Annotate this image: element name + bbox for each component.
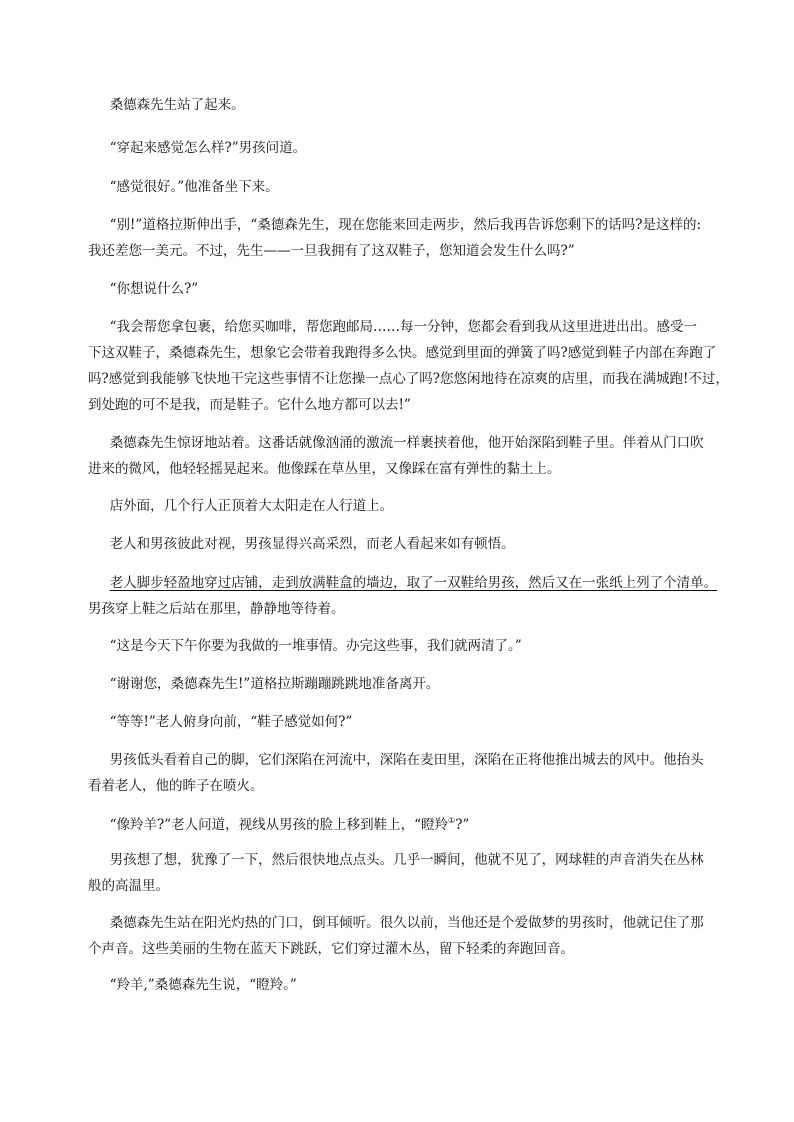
text-line: “谢谢您，桑德森先生!”道格拉斯蹦蹦跳跳地准备离开。 xyxy=(109,676,440,692)
text-line: 般的高温里。 xyxy=(88,878,169,894)
underlined-line xyxy=(88,570,718,596)
paragraph xyxy=(88,314,729,418)
text-line: 男孩穿上鞋之后站在那里，静静地等待着。 xyxy=(88,601,345,617)
text-line: 桑德森先生站在阳光灼热的门口，倒耳倾听。很久以前，当他还是个爱做梦的男孩时，他就记住了那 xyxy=(109,915,704,931)
paragraph xyxy=(88,135,718,161)
paragraph xyxy=(88,910,718,962)
text-line: “这是今天下午你要为我做的一堆事情。办完这些事，我们就两清了。” xyxy=(109,638,522,654)
paragraph xyxy=(88,430,718,482)
text-line: 吗?感觉到我能够飞快地干完这些事情不让您操一点心了吗?您悠闲地待在凉爽的店里，而我在满城跑!不过， xyxy=(88,371,729,387)
text-line: 到处跑的可不是我，而是鞋子。它什么地方都可以去!” xyxy=(88,397,411,413)
text-line xyxy=(88,808,718,838)
text-line: 老人和男孩彼此对视，男孩显得兴高采烈，而老人看起来如有顿悟。 xyxy=(109,536,515,552)
text-line: “别!”道格拉斯伸出手，“桑德森先生，现在您能来回走两步，然后我再告诉您剩下的话吗?是这样的: xyxy=(109,217,702,233)
paragraph xyxy=(88,174,718,200)
text-line: 看着老人，他的眸子在喷火。 xyxy=(88,778,264,794)
text-line: “我会帮您拿包裹，给您买咖啡，帮您跑邮局……每一分钟，您都会看到我从这里进进出出。感受一 xyxy=(109,319,697,335)
paragraph xyxy=(88,747,718,799)
text-fragment: ?” xyxy=(455,817,470,833)
text-line: “穿起来感觉怎么样?”男孩问道。 xyxy=(109,140,307,156)
text-line: “你想说什么?” xyxy=(109,281,199,297)
text-line: 个声音。这些美丽的生物在蓝天下跳跃，它们穿过灌木丛，留下轻柔的奔跑回音。 xyxy=(88,941,574,957)
text-line: “等等!”老人俯身向前，“鞋子感觉如何?” xyxy=(109,714,353,730)
paragraph xyxy=(88,972,718,998)
paragraph xyxy=(88,709,718,735)
text-line: 进来的微风，他轻轻摇晃起来。他像踩在草丛里，又像踩在富有弹性的黏土上。 xyxy=(88,461,561,477)
text-line: 男孩低头看着自己的脚，它们深陷在河流中，深陷在麦田里，深陷在正将他推出城去的风中。他抬头 xyxy=(109,752,704,768)
paragraph-underlined xyxy=(88,570,718,622)
paragraph xyxy=(88,212,718,264)
paragraph xyxy=(88,847,718,899)
text-line: “感觉很好。”他准备坐下来。 xyxy=(109,179,279,195)
text-line: 桑德森先生站了起来。 xyxy=(109,97,245,113)
paragraph xyxy=(88,92,718,118)
text-line: 男孩想了想，犹豫了一下，然后很快地点点头。几乎一瞬间，他就不见了，网球鞋的声音消失在丛林 xyxy=(109,852,704,868)
underlined-text: 老人脚步轻盈地穿过店铺，走到放满鞋盒的墙边，取了一双鞋给男孩，然后又在一张纸上列了个清单。 xyxy=(109,575,718,591)
text-line: “羚羊,”桑德森先生说，“瞪羚。” xyxy=(109,977,297,993)
text-line: 下这双鞋子，桑德森先生，想象它会带着我跑得多么快。感觉到里面的弹簧了吗?感觉到鞋子内部在奔跑了 xyxy=(88,345,717,361)
paragraph xyxy=(88,633,718,659)
text-line: 我还差您一美元。不过，先生——一旦我拥有了这双鞋子，您知道会发生什么吗?” xyxy=(88,243,575,259)
paragraph xyxy=(88,531,718,557)
text-fragment: “像羚羊?”老人问道，视线从男孩的脸上移到鞋上，“瞪羚 xyxy=(109,817,449,833)
paragraph xyxy=(88,493,718,519)
paragraph xyxy=(88,276,718,302)
paragraph xyxy=(88,808,718,838)
footnote-marker: ① xyxy=(448,816,456,825)
text-line: 桑德森先生惊讶地站着。这番话就像汹涌的激流一样裹挟着他，他开始深陷到鞋子里。伴着从门口吹 xyxy=(109,435,704,451)
text-line: 店外面，几个行人正顶着大太阳走在人行道上。 xyxy=(109,498,394,514)
paragraph xyxy=(88,671,718,697)
